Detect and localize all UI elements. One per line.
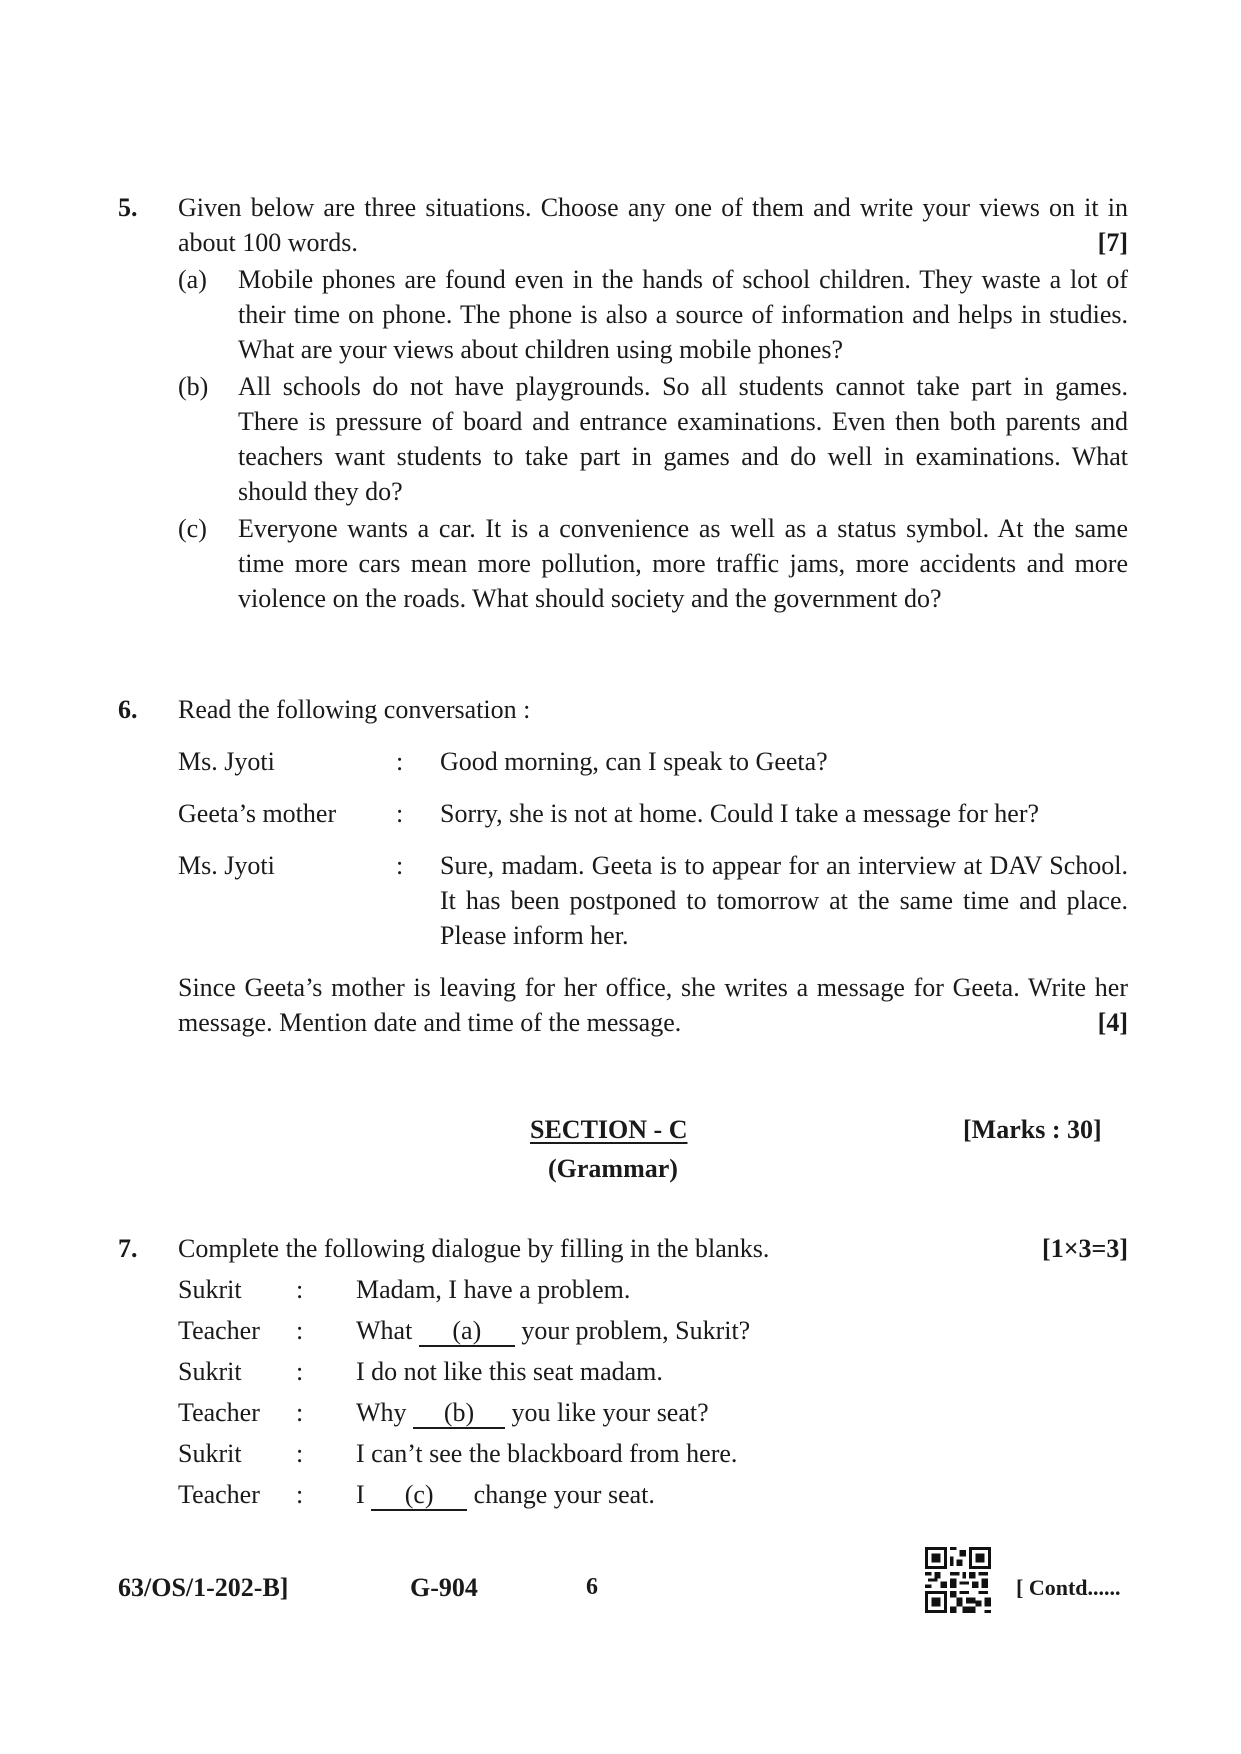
dialogue-text: I do not like this seat madam.	[356, 1357, 663, 1386]
option-text: Everyone wants a car. It is a convenience as well as a status symbol. At the same time more cars mean more pollution, more traffic jams, more accidents and more violence on the roads. What should society and the government do?	[238, 514, 1128, 613]
speech-text: Good morning, can I speak to Geeta?	[440, 747, 828, 776]
colon: :	[396, 851, 404, 880]
question-marks: [1×3=3]	[1042, 1234, 1128, 1263]
speaker-name: Teacher	[178, 1398, 260, 1427]
option-b	[178, 369, 1128, 509]
colon: :	[296, 1480, 304, 1509]
dialogue-line	[178, 1313, 1128, 1354]
question-number: 7.	[118, 1234, 138, 1263]
speaker-name: Sukrit	[178, 1439, 242, 1468]
question-7	[118, 1231, 1128, 1518]
paper-code: 63/OS/1-202-B]	[118, 1573, 289, 1602]
option-c	[178, 511, 1128, 616]
speaker-name: Ms. Jyoti	[178, 747, 275, 776]
speaker-name: Sukrit	[178, 1275, 242, 1304]
section-subtitle: (Grammar)	[548, 1154, 678, 1183]
fill-blank-a[interactable]: (a)	[419, 1317, 515, 1347]
colon: :	[396, 747, 404, 776]
page-number: 6	[586, 1574, 598, 1600]
question-instruction: Since Geeta’s mother is leaving for her office, she writes a message for Geeta. Write her message. Mention date and time of the message. [4]	[178, 970, 1128, 1040]
option-text: All schools do not have playgrounds. So all students cannot take part in games. There is pressure of board and entrance examinations. Even then both parents and teachers want students to take part in games and do well in examinations. What should they do?	[238, 372, 1128, 506]
speaker-name: Ms. Jyoti	[178, 851, 275, 880]
colon: :	[296, 1398, 304, 1427]
option-label: (c)	[178, 514, 207, 543]
colon: :	[296, 1316, 304, 1345]
continued-label: [ Contd......	[1016, 1575, 1121, 1600]
qr-code-icon	[925, 1547, 991, 1613]
colon: :	[296, 1357, 304, 1386]
page-footer	[0, 1570, 1241, 1630]
speaker-name: Teacher	[178, 1316, 260, 1345]
speech-text: Sure, madam. Geeta is to appear for an interview at DAV School. It has been postponed to tomorrow at the same time and place. Please inform her.	[440, 851, 1128, 950]
option-a	[178, 262, 1128, 367]
conversation-line	[178, 796, 1128, 831]
dialogue-text: I can’t see the blackboard from here.	[356, 1439, 738, 1468]
section-title: SECTION - C	[530, 1115, 688, 1144]
dialogue-text: What (a) your problem, Sukrit?	[356, 1316, 751, 1345]
section-marks: [Marks : 30]	[963, 1115, 1102, 1144]
option-text: Mobile phones are found even in the hands of school children. They waste a lot of their time on phone. The phone is also a source of information and helps in studies. What are your views about children using mobile phones?	[238, 265, 1128, 364]
speaker-name: Geeta’s mother	[178, 799, 337, 828]
question-marks: [4]	[1097, 1008, 1128, 1037]
speech-text: Sorry, she is not at home. Could I take a message for her?	[440, 799, 1040, 828]
section-heading	[0, 1112, 1241, 1192]
conversation-line	[178, 744, 1128, 779]
question-marks: [7]	[1097, 228, 1128, 257]
question-5	[118, 190, 1128, 616]
question-prompt: Complete the following dialogue by filling in the blanks. [1×3=3]	[178, 1231, 1128, 1272]
conversation-line	[178, 848, 1128, 953]
dialogue-text: Madam, I have a problem.	[356, 1275, 631, 1304]
fill-blank-b[interactable]: (b)	[413, 1399, 505, 1429]
colon: :	[296, 1275, 304, 1304]
dialogue-line	[178, 1272, 1128, 1313]
dialogue-line	[178, 1395, 1128, 1436]
question-6	[118, 692, 1128, 1040]
question-number: 5.	[118, 193, 138, 222]
speaker-name: Sukrit	[178, 1357, 242, 1386]
dialogue-line	[178, 1354, 1128, 1395]
question-prompt: Given below are three situations. Choose any one of them and write your views on it in about 100 words. [7]	[178, 190, 1128, 260]
colon: :	[396, 799, 404, 828]
option-label: (b)	[178, 372, 209, 401]
question-prompt: Read the following conversation :	[178, 695, 531, 724]
question-number: 6.	[118, 695, 138, 724]
dialogue-line	[178, 1436, 1128, 1477]
dialogue-text: Why (b) you like your seat?	[356, 1398, 709, 1427]
option-label: (a)	[178, 265, 207, 294]
speaker-name: Teacher	[178, 1480, 260, 1509]
colon: :	[296, 1439, 304, 1468]
series-code: G-904	[410, 1573, 478, 1602]
fill-blank-c[interactable]: (c)	[371, 1481, 467, 1511]
dialogue-line	[178, 1477, 1128, 1518]
dialogue-text: I (c) change your seat.	[356, 1480, 655, 1509]
